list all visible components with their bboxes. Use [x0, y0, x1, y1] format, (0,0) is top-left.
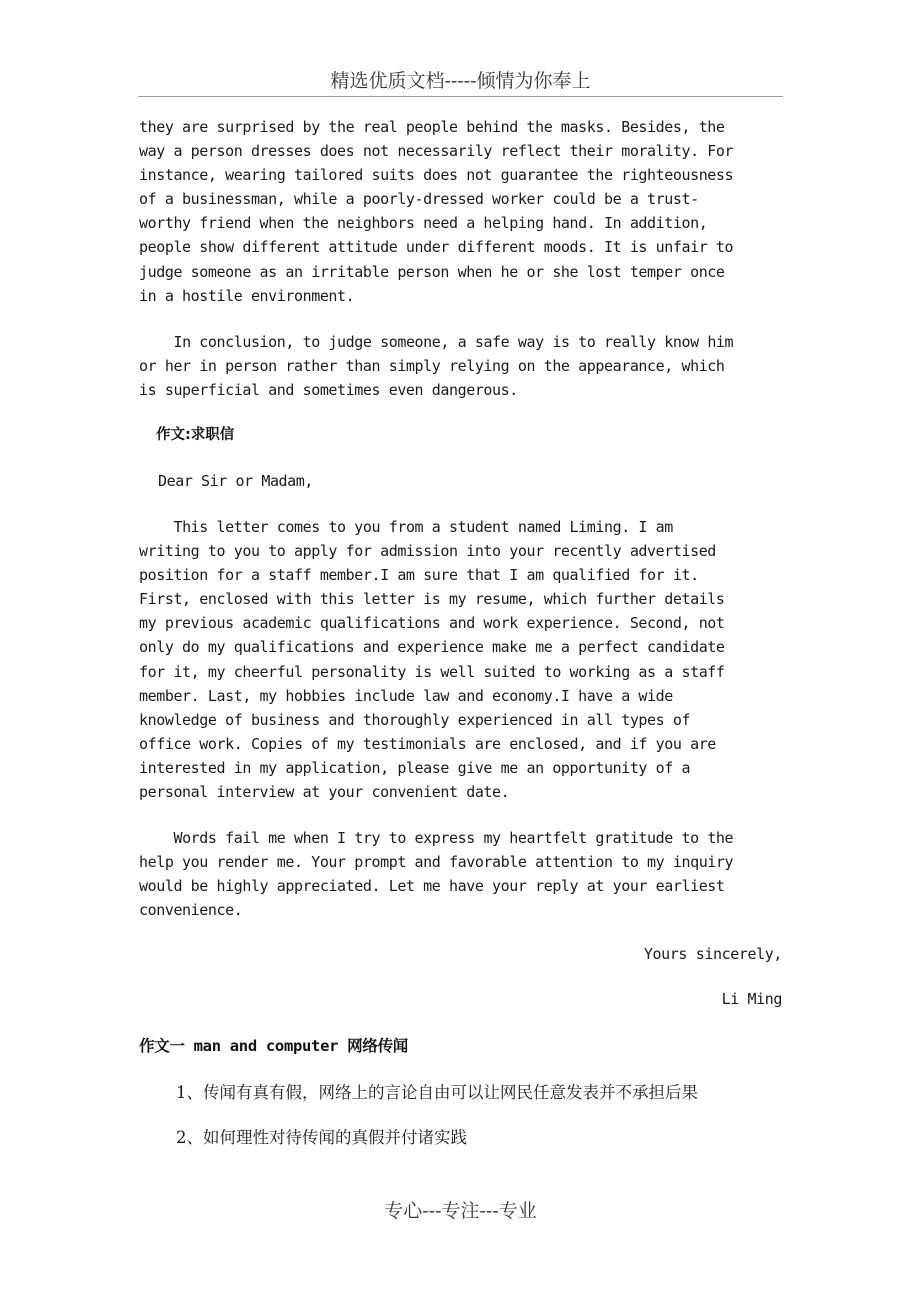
letter-heading: 作文:求职信 [156, 427, 235, 443]
essay-conclusion-paragraph: In conclusion, to judge someone, a safe way is to really know him or her in person rather than simply relying on the appearance, which is superficial and sometimes even dangerous. [139, 333, 734, 400]
essay2-point-2: 2、如何理性对待传闻的真假并付诸实践 [176, 1128, 467, 1147]
page-footer: 专心---专注---专业 [384, 1200, 537, 1222]
letter-body-paragraph-1: This letter comes to you from a student named Liming. I am writing to you to apply for admission into your recently advertised position for a staff member.I am sure that I am qualified for it. First, enclosed with this letter is my resume, which further details my previous academic qualifications and work experience. Second, not only do my qualifications and experience make me a perfect candidate for it, my cheerful personality is well suited to working as a staff member. Last, my hobbies include law and economy.I have a wide knowledge of business and thoroughly experienced in all types of office work. Copies of my testimonials are enclosed, and if you are interested in my application, please give me an opportunity of a personal interview at your convenient date. [139, 518, 725, 802]
page-header: 精选优质文档-----倾情为你奉上 [138, 66, 783, 97]
essay-paragraph-1: they are surprised by the real people behind the masks. Besides, the way a person dresses does not necessarily reflect their morality. For instance, wearing tailored suits does not guarantee the righteousness of a businessman, while a poorly-dressed worker could be a trust- worthy friend when the neighbors need a helping hand. In addition, people show different attitude under different moods. It is unfair to judge someone as an irritable person when he or she lost temper once in a hostile environment. [139, 118, 734, 305]
essay2-heading: 作文一 man and computer 网络传闻 [139, 1037, 408, 1055]
letter-signature: Li Ming [721, 990, 782, 1008]
letter-closing: Yours sincerely, [643, 945, 782, 963]
essay2-point-1: 1、传闻有真有假，网络上的言论自由可以让网民任意发表并不承担后果 [176, 1083, 698, 1102]
letter-body-paragraph-2: Words fail me when I try to express my heartfelt gratitude to the help you render me. Your prompt and favorable attention to my inquiry would be highly appreciated. Let me have your reply at your earliest convenience. [139, 829, 734, 920]
letter-salutation: Dear Sir or Madam, [158, 472, 313, 490]
